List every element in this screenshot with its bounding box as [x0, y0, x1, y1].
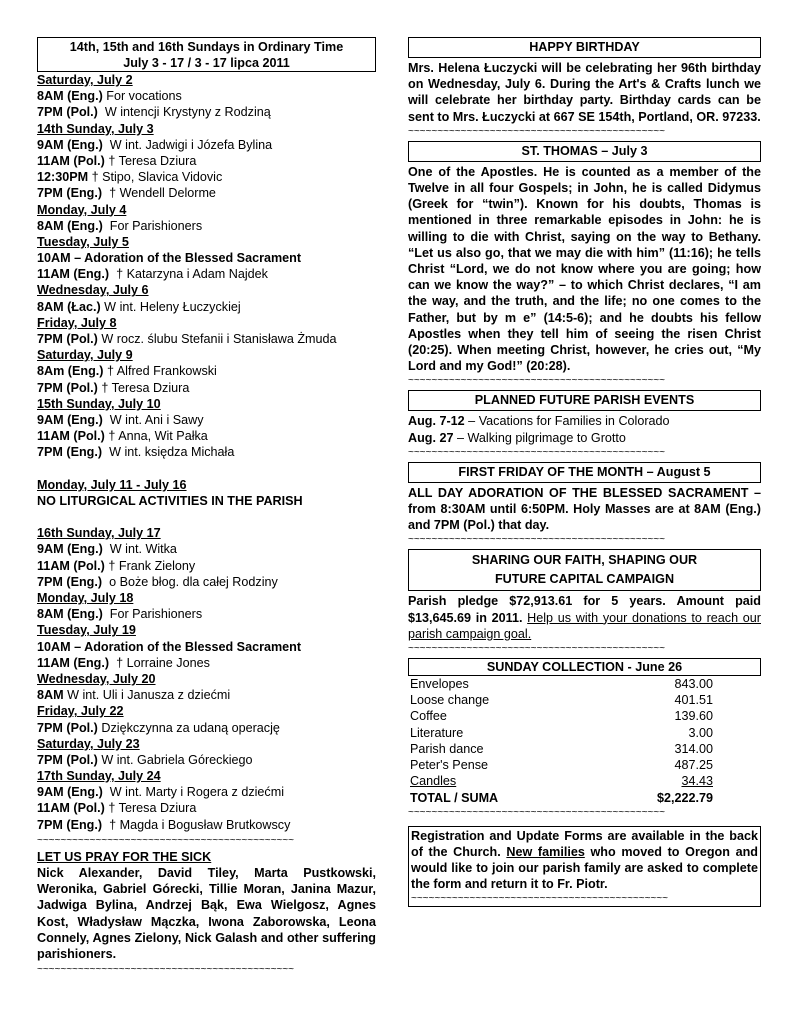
schedule-mass	[37, 266, 376, 282]
mass-intention: † Teresa Dziura	[97, 380, 190, 395]
collection-amount: 314.00	[674, 741, 713, 756]
collection-row	[410, 708, 713, 724]
collection-total-amount: $2,222.79	[656, 790, 713, 805]
schedule-day-label: Wednesday, July 6	[37, 283, 149, 298]
mass-time: 11AM (Eng.)	[37, 655, 110, 670]
mass-time: 8Am (Eng.)	[37, 364, 104, 379]
schedule-day-label: Friday, July 22	[37, 704, 124, 719]
mass-intention: W int. Heleny Łuczyckiej	[100, 299, 241, 314]
mass-intention: W int. Witka	[102, 542, 177, 557]
mass-time: NO LITURGICAL ACTIVITIES IN THE PARISH	[37, 493, 303, 508]
schedule-mass	[37, 153, 376, 169]
mass-intention: † Teresa Dziura	[104, 801, 197, 816]
divider: ~~~~~~~~~~~~~~~~~~~~~~~~~~~~~~~~~~~~~~~~~~~~	[408, 376, 665, 387]
collection-table	[410, 676, 713, 806]
spacer	[37, 509, 376, 525]
forms-text	[411, 828, 758, 893]
collection-row	[410, 692, 713, 708]
collection-amount: 401.51	[674, 693, 713, 708]
schedule-mass	[37, 800, 376, 816]
mass-time: 11AM (Eng.)	[37, 267, 110, 282]
schedule-mass	[37, 169, 376, 185]
mass-intention: For vocations	[102, 89, 182, 104]
forms-box	[408, 826, 761, 907]
divider: ~~~~~~~~~~~~~~~~~~~~~~~~~~~~~~~~~~~~~~~~~~~~	[411, 893, 668, 904]
schedule-mass	[37, 299, 376, 315]
collection-row	[410, 725, 713, 741]
forms-text-start: Registration and Update Forms are available in the back of the Church.	[411, 828, 758, 859]
schedule-mass	[37, 541, 376, 557]
schedule-mass	[37, 817, 376, 833]
thomas-text: One of the Apostles. He is counted as a member of the Twelve in all four Gospels; in John, he is called Didymus (Greek for “twin”). Known for his doubts, Thomas is mentioned in three remarkable episodes in John: he is willing to die with Christ, saying on the way to Bethany. “Let us also go, that we may die with him” (11:16); he tells Christ “Lord, we do not know where you are going; how can we know the way?” – to which Christ declares, “I am the way, and the truth, and the life; no one comes to the Father, but by m e” (14:5-6); and he doubts his fellow Apostles when they tell him of seeing the risen Christ (20:25). When meeting Christ, however, he cries out, “My Lord and my God!” (20:28).	[408, 164, 761, 374]
birthday-title: HAPPY BIRTHDAY	[408, 37, 761, 58]
campaign-title	[408, 549, 761, 591]
collection-label: Literature	[410, 725, 464, 740]
thomas-title: ST. THOMAS – July 3	[408, 141, 761, 162]
mass-time: 8AM (Łac.)	[37, 299, 101, 314]
schedule-header	[37, 37, 376, 72]
divider: ~~~~~~~~~~~~~~~~~~~~~~~~~~~~~~~~~~~~~~~~~~~~	[408, 126, 665, 137]
campaign-text	[408, 593, 761, 642]
divider: ~~~~~~~~~~~~~~~~~~~~~~~~~~~~~~~~~~~~~~~~~~~~	[408, 644, 665, 655]
collection-label: Coffee	[410, 709, 447, 724]
schedule-mass	[37, 720, 376, 736]
schedule-mass	[37, 363, 376, 379]
mass-intention: † Katarzyna i Adam Najdek	[109, 267, 268, 282]
mass-time: 7PM (Eng.)	[37, 445, 103, 460]
mass-intention: † Magda i Bogusław Brutkowscy	[102, 817, 291, 832]
schedule-mass	[37, 104, 376, 120]
schedule-day	[37, 121, 376, 137]
mass-time: 8AM (Eng.)	[37, 218, 103, 233]
mass-time: 10AM – Adoration of the Blessed Sacrament	[37, 251, 302, 266]
schedule-day	[37, 590, 376, 606]
schedule-day-label: Wednesday, July 20	[37, 671, 156, 686]
mass-time: 7PM (Eng.)	[37, 186, 103, 201]
mass-time: 11AM (Pol.)	[37, 558, 105, 573]
collection-amount: 139.60	[674, 709, 713, 724]
schedule-mass	[37, 380, 376, 396]
divider: ~~~~~~~~~~~~~~~~~~~~~~~~~~~~~~~~~~~~~~~~~~~~	[37, 835, 294, 846]
schedule-day-label: Monday, July 18	[37, 591, 134, 605]
campaign-link[interactable]: Help us with your donations to reach our parish campaign goal.	[408, 610, 761, 641]
schedule-day	[37, 703, 376, 719]
event-date: Aug. 7-12	[408, 414, 465, 429]
collection-row	[410, 757, 713, 773]
mass-intention: † Wendell Delorme	[102, 186, 216, 201]
mass-intention: W int. Gabriela Góreckiego	[97, 752, 253, 767]
schedule-mass	[37, 752, 376, 768]
schedule-mass	[37, 218, 376, 234]
mass-time: 7PM (Pol.)	[37, 720, 98, 735]
schedule-mass	[37, 250, 376, 266]
mass-intention: For Parishioners	[102, 607, 203, 622]
schedule-mass	[37, 655, 376, 671]
schedule-day-label: Saturday, July 9	[37, 348, 133, 363]
schedule-day	[37, 671, 376, 687]
campaign-title-line1: SHARING OUR FAITH, SHAPING OUR	[471, 553, 698, 568]
friday-title	[408, 462, 761, 483]
collection-total-label: TOTAL / SUMA	[410, 790, 499, 805]
collection-row	[410, 676, 713, 692]
schedule-day-label: Friday, July 8	[37, 315, 117, 330]
schedule-mass	[37, 185, 376, 201]
collection-label: Envelopes	[410, 677, 469, 692]
schedule-mass	[37, 88, 376, 104]
collection-amount: 843.00	[674, 677, 713, 692]
mass-time: 7PM (Eng.)	[37, 574, 103, 589]
schedule-day	[37, 736, 376, 752]
schedule-header-line1: 14th, 15th and 16th Sundays in Ordinary Time	[69, 40, 344, 54]
friday-text: ALL DAY ADORATION OF THE BLESSED SACRAMENT – from 8:30AM until 6:50PM. Holy Masses are at 8AM (Eng.) and 7PM (Pol.) that day.	[408, 485, 761, 533]
schedule-day	[37, 202, 376, 218]
schedule-mass	[37, 493, 376, 509]
mass-intention: † Frank Zielony	[104, 558, 196, 573]
schedule-mass	[37, 574, 376, 590]
collection-amount: 34.43	[681, 774, 713, 789]
collection-row	[410, 773, 713, 789]
mass-intention: † Anna, Wit Pałka	[104, 429, 208, 444]
mass-time: 8AM (Eng.)	[37, 89, 103, 104]
event-item	[408, 413, 761, 429]
schedule-day	[37, 477, 376, 493]
collection-label: Candles	[410, 774, 457, 789]
event-date: Aug. 27	[408, 430, 454, 445]
mass-intention: W intencji Krystyny z Rodziną	[97, 105, 271, 120]
mass-intention: W int. Uli i Janusza z dziećmi	[63, 688, 231, 703]
mass-intention: † Stipo, Slavica Vidovic	[88, 170, 223, 185]
divider: ~~~~~~~~~~~~~~~~~~~~~~~~~~~~~~~~~~~~~~~~~~~~	[37, 965, 294, 976]
schedule-day	[37, 347, 376, 363]
mass-time: 8AM (Eng.)	[37, 607, 103, 622]
schedule-day	[37, 234, 376, 250]
mass-intention: W int. Marty i Rogera z dziećmi	[102, 785, 285, 800]
mass-time: 9AM (Eng.)	[37, 412, 103, 427]
spacer	[37, 461, 376, 477]
sick-list: Nick Alexander, David Tiley, Marta Pustkowski, Weronika, Gabriel Górecki, Tillie Moran, Janina Mazur, Jadwiga Bylina, Andrzej Bąk, Ewa Wielgosz, Agnes Kost, Władysław Mączka, Iwona Zaborowska, Leona Connely, Agnes Zielony, Nick Galash and other suffering parishioners.	[37, 866, 376, 962]
mass-intention: W rocz. ślubu Stefanii i Stanisława Żmuda	[97, 332, 337, 346]
event-text: – Vacations for Families in Colorado	[464, 414, 670, 429]
campaign-pledge: Parish pledge $72,913.61 for 5 years. Amount paid $13,645.69 in 2011.	[408, 594, 761, 625]
schedule-day	[37, 525, 376, 541]
schedule-day-label: Tuesday, July 5	[37, 234, 129, 249]
events-list	[408, 413, 761, 445]
friday-title-text: FIRST FRIDAY OF THE MONTH	[458, 464, 644, 479]
mass-intention: W int. księdza Michała	[102, 445, 235, 460]
schedule-header-line2: July 3 - 17 / 3 - 17 lipca 2011	[123, 56, 290, 70]
mass-time: 7PM (Pol.)	[37, 332, 98, 346]
right-column	[408, 37, 761, 907]
mass-intention: o Boże błog. dla całej Rodziny	[102, 574, 278, 589]
mass-time: 9AM (Eng.)	[37, 785, 103, 800]
schedule-mass	[37, 558, 376, 574]
schedule-day	[37, 72, 376, 88]
event-item	[408, 430, 761, 446]
event-text: – Walking pilgrimage to Grotto	[453, 430, 626, 445]
mass-time: 11AM (Pol.)	[37, 153, 105, 168]
mass-intention: W int. Jadwigi i Józefa Bylina	[102, 137, 273, 152]
friday-date: – August 5	[643, 464, 711, 479]
collection-label: Parish dance	[410, 741, 484, 756]
schedule-day-label: Monday, July 11 - July 16	[37, 477, 187, 492]
mass-intention: Dziękczynna za udaną operację	[97, 720, 280, 735]
mass-intention: † Alfred Frankowski	[103, 364, 217, 379]
mass-time: 7PM (Eng.)	[37, 817, 103, 832]
mass-intention: † Lorraine Jones	[109, 655, 210, 670]
mass-time: 12:30PM	[37, 170, 89, 185]
mass-schedule	[37, 72, 376, 833]
mass-time: 11AM (Pol.)	[37, 801, 105, 816]
schedule-day-label: 14th Sunday, July 3	[37, 121, 154, 136]
schedule-mass	[37, 687, 376, 703]
schedule-mass	[37, 444, 376, 460]
mass-time: 10AM – Adoration of the Blessed Sacrament	[37, 639, 302, 654]
mass-time: 7PM (Pol.)	[37, 380, 98, 395]
mass-intention: For Parishioners	[102, 218, 203, 233]
schedule-mass	[37, 137, 376, 153]
collection-label: Peter's Pense	[410, 758, 489, 773]
sick-title: LET US PRAY FOR THE SICK	[37, 849, 212, 864]
collection-box	[408, 658, 761, 676]
schedule-mass	[37, 606, 376, 622]
events-title: PLANNED FUTURE PARISH EVENTS	[408, 390, 761, 411]
mass-time: 7PM (Pol.)	[37, 105, 98, 120]
collection-amount: 3.00	[688, 725, 713, 740]
schedule-mass	[37, 639, 376, 655]
schedule-day-label: Monday, July 4	[37, 202, 127, 217]
mass-intention: † Teresa Dziura	[104, 153, 197, 168]
schedule-day-label: Tuesday, July 19	[37, 623, 136, 638]
mass-time: 9AM (Eng.)	[37, 542, 103, 557]
divider: ~~~~~~~~~~~~~~~~~~~~~~~~~~~~~~~~~~~~~~~~~~~~	[408, 447, 665, 458]
collection-title: SUNDAY COLLECTION - June 26	[486, 660, 683, 675]
mass-time: 7PM (Pol.)	[37, 752, 98, 767]
schedule-day-label: 16th Sunday, July 17	[37, 526, 161, 541]
mass-time: 8AM	[37, 688, 64, 703]
schedule-day-label: Saturday, July 23	[37, 736, 140, 751]
schedule-mass	[37, 784, 376, 800]
schedule-day-label: 17th Sunday, July 24	[37, 769, 161, 784]
schedule-day	[37, 768, 376, 784]
divider: ~~~~~~~~~~~~~~~~~~~~~~~~~~~~~~~~~~~~~~~~~~~~	[408, 807, 665, 818]
birthday-text: Mrs. Helena Łuczycki will be celebrating her 96th birthday on Wednesday, July 6. During the Art's & Crafts lunch we will celebrate her birthday party. Birthday cards can be sent to Mrs. Łuczycki at 667 SE 154th, Portland, OR. 97233.	[408, 61, 761, 124]
divider: ~~~~~~~~~~~~~~~~~~~~~~~~~~~~~~~~~~~~~~~~~~~~	[408, 535, 665, 546]
left-column	[37, 37, 376, 975]
mass-time: 9AM (Eng.)	[37, 137, 103, 152]
forms-text-end: who moved to Oregon and would like to join our parish family are asked to complete the form and return it to Fr. Piotr.	[411, 844, 758, 892]
schedule-mass	[37, 428, 376, 444]
schedule-day	[37, 282, 376, 298]
forms-new-families-link[interactable]: New families	[506, 844, 585, 859]
schedule-day	[37, 315, 376, 331]
schedule-day	[37, 622, 376, 638]
collection-row	[410, 741, 713, 757]
schedule-day	[37, 396, 376, 412]
collection-label: Loose change	[410, 693, 490, 708]
collection-amount: 487.25	[674, 758, 713, 773]
mass-time: 11AM (Pol.)	[37, 429, 105, 444]
schedule-day-label: 15th Sunday, July 10	[37, 396, 161, 411]
mass-intention: W int. Ani i Sawy	[102, 412, 204, 427]
schedule-day-label: Saturday, July 2	[37, 73, 133, 87]
schedule-mass	[37, 331, 376, 347]
schedule-mass	[37, 412, 376, 428]
collection-total-row	[410, 790, 713, 806]
campaign-title-line2: FUTURE CAPITAL CAMPAIGN	[494, 572, 675, 587]
